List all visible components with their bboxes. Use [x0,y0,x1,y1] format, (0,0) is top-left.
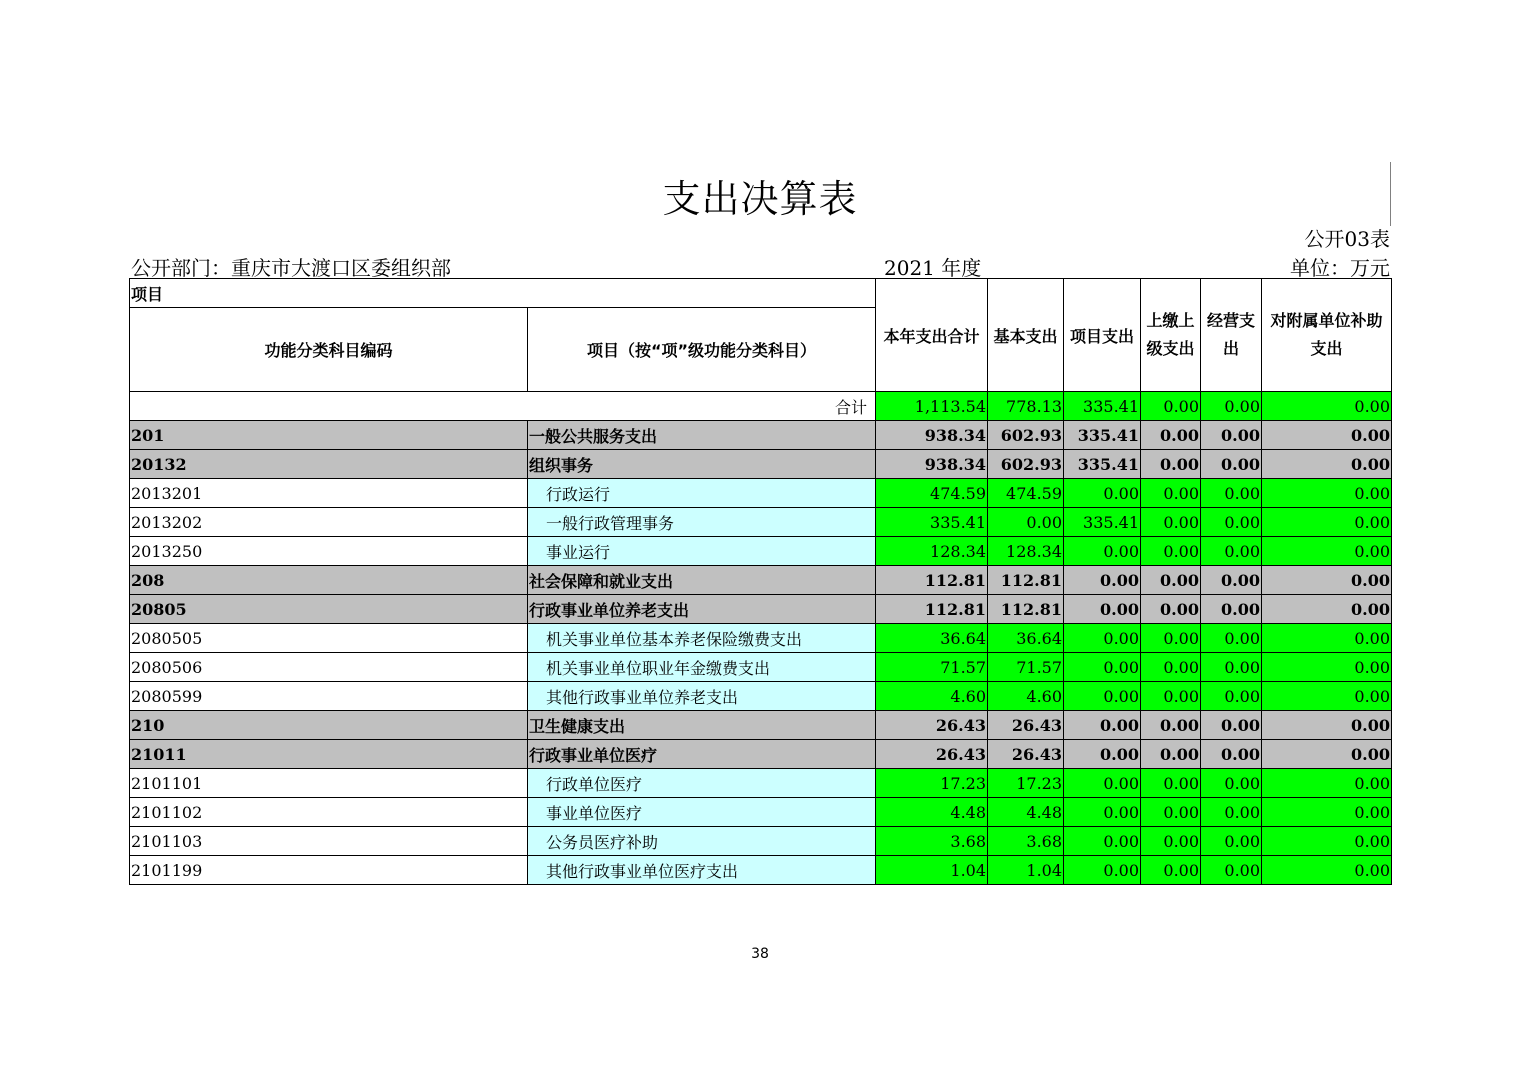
table-row [130,624,1392,653]
row-value: 0.00 [1141,595,1201,624]
row-value: 71.57 [988,653,1064,682]
row-value: 0.00 [1262,624,1392,653]
table-row [130,421,1392,450]
row-value: 0.00 [1262,740,1392,769]
row-value: 0.00 [1141,508,1201,537]
row-value: 112.81 [988,566,1064,595]
row-value: 335.41 [876,508,988,537]
row-value: 0.00 [1141,682,1201,711]
row-name: 事业运行 [528,537,876,566]
row-value: 0.00 [1201,740,1262,769]
row-code: 20132 [130,450,528,479]
row-value: 26.43 [876,711,988,740]
row-name: 机关事业单位职业年金缴费支出 [528,653,876,682]
row-code: 20805 [130,595,528,624]
row-value: 0.00 [1262,682,1392,711]
row-code: 208 [130,566,528,595]
row-value: 0.00 [1141,537,1201,566]
row-code: 2080506 [130,653,528,682]
row-value: 0.00 [1262,450,1392,479]
row-code: 2101199 [130,856,528,885]
row-value: 0.00 [1141,653,1201,682]
row-value: 335.41 [1064,508,1141,537]
row-value: 26.43 [988,740,1064,769]
row-code: 2080505 [130,624,528,653]
row-value: 0.00 [1201,479,1262,508]
table-row [130,537,1392,566]
row-value: 0.00 [1141,769,1201,798]
row-code: 2080599 [130,682,528,711]
table-row [130,740,1392,769]
row-value: 0.00 [1201,827,1262,856]
row-value: 3.68 [876,827,988,856]
row-value: 0.00 [1262,566,1392,595]
row-value: 0.00 [1201,421,1262,450]
header-upper: 上缴上级支出 [1141,279,1201,392]
row-code: 21011 [130,740,528,769]
row-value: 0.00 [1201,798,1262,827]
row-value: 474.59 [876,479,988,508]
row-value: 112.81 [876,595,988,624]
row-value: 0.00 [1064,595,1141,624]
row-value: 0.00 [1141,856,1201,885]
table-row [130,769,1392,798]
table-row [130,450,1392,479]
row-value: 0.00 [1064,740,1141,769]
row-name: 卫生健康支出 [528,711,876,740]
fiscal-year: 2021 年度 [884,256,982,280]
row-value: 1.04 [876,856,988,885]
header-code: 功能分类科目编码 [130,308,528,392]
page-title: 支出决算表 [662,177,858,221]
header-subsidy: 对附属单位补助支出 [1262,279,1392,392]
row-value: 938.34 [876,450,988,479]
row-name: 一般行政管理事务 [528,508,876,537]
header-total: 本年支出合计 [876,279,988,392]
row-value: 4.48 [876,798,988,827]
table-row [130,827,1392,856]
row-value: 71.57 [876,653,988,682]
row-value: 0.00 [1064,682,1141,711]
row-value: 0.00 [1201,595,1262,624]
row-value: 0.00 [1262,856,1392,885]
table-row [130,856,1392,885]
row-code: 201 [130,421,528,450]
row-value: 0.00 [1141,711,1201,740]
form-number: 公开03表 [1304,227,1390,251]
row-name: 机关事业单位基本养老保险缴费支出 [528,624,876,653]
header-project: 项目支出 [1064,279,1141,392]
row-value: 128.34 [876,537,988,566]
table-row [130,508,1392,537]
row-code: 2101101 [130,769,528,798]
row-value: 0.00 [1064,769,1141,798]
row-value: 36.64 [876,624,988,653]
table-row [130,566,1392,595]
row-value: 0.00 [1141,740,1201,769]
total-value: 0.00 [1141,392,1201,421]
row-value: 0.00 [1141,450,1201,479]
row-value: 602.93 [988,450,1064,479]
row-value: 0.00 [1064,856,1141,885]
row-value: 3.68 [988,827,1064,856]
unit-label: 单位：万元 [1290,256,1390,280]
row-value: 0.00 [1141,421,1201,450]
row-value: 0.00 [1201,711,1262,740]
row-name: 行政事业单位养老支出 [528,595,876,624]
total-value: 1,113.54 [876,392,988,421]
row-name: 其他行政事业单位医疗支出 [528,856,876,885]
row-value: 0.00 [1262,537,1392,566]
total-value: 778.13 [988,392,1064,421]
row-name: 行政单位医疗 [528,769,876,798]
row-value: 0.00 [1141,624,1201,653]
row-value: 112.81 [876,566,988,595]
row-value: 938.34 [876,421,988,450]
row-value: 26.43 [988,711,1064,740]
row-name: 行政运行 [528,479,876,508]
row-value: 0.00 [1201,856,1262,885]
row-value: 0.00 [1064,479,1141,508]
row-value: 335.41 [1064,421,1141,450]
row-value: 0.00 [988,508,1064,537]
row-code: 210 [130,711,528,740]
row-value: 0.00 [1262,769,1392,798]
row-value: 4.60 [876,682,988,711]
row-value: 0.00 [1064,798,1141,827]
row-value: 0.00 [1201,653,1262,682]
row-value: 0.00 [1201,450,1262,479]
department-label: 公开部门：重庆市大渡口区委组织部 [131,256,451,280]
header-operating: 经营支出 [1201,279,1262,392]
row-name: 一般公共服务支出 [528,421,876,450]
row-value: 17.23 [988,769,1064,798]
row-value: 0.00 [1262,711,1392,740]
row-code: 2101103 [130,827,528,856]
header-row-top [130,279,1392,308]
row-value: 4.60 [988,682,1064,711]
row-value: 0.00 [1262,479,1392,508]
row-value: 0.00 [1201,682,1262,711]
table-row [130,798,1392,827]
page-number: 38 [751,946,769,962]
row-value: 26.43 [876,740,988,769]
row-value: 0.00 [1064,827,1141,856]
row-value: 0.00 [1262,827,1392,856]
table-row [130,682,1392,711]
row-value: 0.00 [1201,566,1262,595]
row-code: 2101102 [130,798,528,827]
row-value: 0.00 [1201,769,1262,798]
row-value: 0.00 [1262,653,1392,682]
row-value: 17.23 [876,769,988,798]
row-value: 0.00 [1201,508,1262,537]
row-value: 335.41 [1064,450,1141,479]
row-value: 0.00 [1262,798,1392,827]
table-row [130,595,1392,624]
row-value: 4.48 [988,798,1064,827]
row-value: 602.93 [988,421,1064,450]
row-value: 0.00 [1201,537,1262,566]
total-label: 合计 [130,392,876,421]
header-basic: 基本支出 [988,279,1064,392]
row-value: 36.64 [988,624,1064,653]
row-name: 社会保障和就业支出 [528,566,876,595]
row-value: 0.00 [1141,798,1201,827]
row-value: 1.04 [988,856,1064,885]
row-name: 公务员医疗补助 [528,827,876,856]
row-name: 事业单位医疗 [528,798,876,827]
row-value: 112.81 [988,595,1064,624]
row-value: 0.00 [1262,508,1392,537]
header-name: 项目（按“项”级功能分类科目） [528,308,876,392]
row-name: 组织事务 [528,450,876,479]
row-value: 0.00 [1064,653,1141,682]
row-value: 0.00 [1201,624,1262,653]
row-value: 0.00 [1064,624,1141,653]
row-value: 0.00 [1141,827,1201,856]
row-value: 474.59 [988,479,1064,508]
row-name: 行政事业单位医疗 [528,740,876,769]
total-value: 0.00 [1262,392,1392,421]
row-name: 其他行政事业单位养老支出 [528,682,876,711]
total-value: 335.41 [1064,392,1141,421]
row-value: 0.00 [1141,566,1201,595]
total-row [130,392,1392,421]
row-code: 2013250 [130,537,528,566]
row-value: 0.00 [1262,595,1392,624]
table-row [130,653,1392,682]
row-value: 128.34 [988,537,1064,566]
header-item: 项目 [130,279,876,308]
row-value: 0.00 [1064,537,1141,566]
table-row [130,479,1392,508]
row-value: 0.00 [1064,711,1141,740]
total-value: 0.00 [1201,392,1262,421]
row-code: 2013201 [130,479,528,508]
row-value: 0.00 [1064,566,1141,595]
row-value: 0.00 [1141,479,1201,508]
table-row [130,711,1392,740]
row-code: 2013202 [130,508,528,537]
expenditure-table [129,278,1392,885]
row-value: 0.00 [1262,421,1392,450]
